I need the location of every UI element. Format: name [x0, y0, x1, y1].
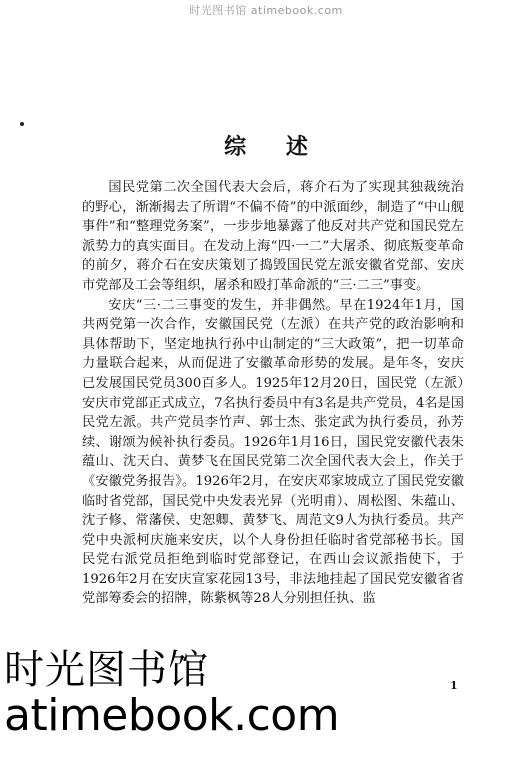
- watermark-chinese: 时光图书馆: [4, 650, 215, 690]
- bottom-watermark: [4, 647, 345, 741]
- paragraph-2: 安庆“三·二三事变的发生，并非偶然。早在1924年1月，国共两党第一次合作，安徽国民党（左派）在共产党的政治影响和具体帮助下，坚定地执行孙中山制定的“三大政策”，把一切革命力量联合起来，从而促进了安徽革命形势的发展。是年冬，安庆已发展国民党员300百多人。1925年12月20日，国民党（左派）安庆市党部正式成立，7名执行委员中有3名是共产党员，4名是国民党左派。共产党员李竹声、郭士杰、张定武为执行委员，孙芳续、谢颂为候补执行委员。1926年1月16日，国民党安徽代表朱蕴山、沈天白、黄梦飞在国民党第二次全国代表大会上，作关于《安徽党务报告》。1926年2月，在安庆邓家坡成立了国民党安徽临时省党部，国民党中央发表光昇（光明甫）、周松图、朱蕴山、沈子修、常藩侯、史恕卿、黄梦飞、周范文9人为执行委员。共产党中央派柯庆施来安庆，以个人身份担任临时省党部秘书长。国民党右派党员拒绝到临时党部登记，在西山会议派指使下，于1926年2月在安庆宣家花园13号，非法地挂起了国民党安徽省省党部筹委会的招牌，陈紫枫等28人分别担任执、监: [82, 297, 464, 607]
- top-watermark: 时光图书馆 atimebook.com: [189, 4, 343, 17]
- article-body: [82, 178, 464, 609]
- margin-mark: [20, 122, 24, 126]
- page-number: 1: [450, 679, 458, 692]
- paragraph-1: 国民党第二次全国代表大会后，蒋介石为了实现其独裁统治的野心，渐渐揭去了所谓“不偏不倚”的中派面纱，制造了“中山舰事件”和“整理党务案”，一步步地暴露了他反对共产党和国民党左派势力的真实面目。在发动上海“四·一二”大屠杀、彻底叛变革命的前夕，蒋介石在安庆策划了捣毁国民党左派安徽省党部、安庆市党部及工会等组织，屠杀和殴打革命派的“三·二三”事变。: [82, 180, 464, 293]
- watermark-url: atimebook.com: [4, 694, 345, 738]
- page-title: 综 述: [224, 135, 324, 160]
